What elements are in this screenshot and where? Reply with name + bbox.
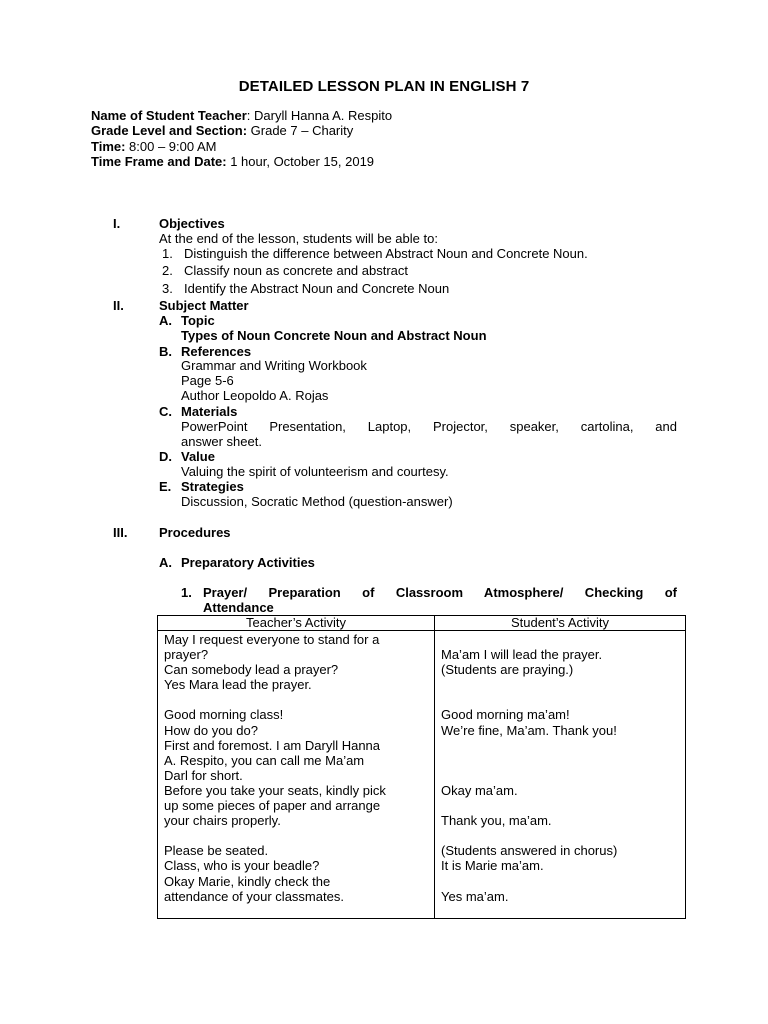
reference-line: Page 5-6 [181,373,234,388]
objectives-intro: At the end of the lesson, students will be able to: [159,231,438,246]
info-line-timeframe [91,154,392,169]
sub-label: D. [159,449,172,464]
teacher-activity-line: up some pieces of paper and arrange [164,798,381,814]
student-activity-cell [435,631,686,919]
teacher-activity-line: your chairs properly. [164,813,281,829]
teacher-activity-line: Can somebody lead a prayer? [164,662,339,678]
info-label: Grade Level and Section: [91,123,248,139]
teacher-activity-line: Good morning class! [164,707,284,723]
info-line-grade [91,123,392,138]
teacher-activity-line: A. Respito, you can call me Ma’am [164,752,365,768]
objective-number: 3. [162,281,173,296]
strategies-text: Discussion, Socratic Method (question-answer) [181,494,453,509]
info-label: Time: [91,138,126,154]
section-heading-procedures: Procedures [159,525,231,540]
section-numeral: II. [113,298,124,313]
info-label: Time Frame and Date: [91,153,227,169]
objective-number: 2. [162,263,173,278]
student-activity-line [441,738,679,753]
objective-item: Distinguish the difference between Abstract Noun and Concrete Noun. [184,246,588,261]
step-number: 1. [181,585,192,600]
student-activity-line [441,632,679,647]
teacher-activity-line: attendance of your classmates. [164,888,344,904]
teacher-activity-line: Before you take your seats, kindly pick [164,782,386,798]
sub-heading-topic: Topic [181,313,215,328]
info-value: Grade 7 – Charity [247,123,354,139]
teacher-info [91,108,392,169]
sub-heading-references: References [181,344,252,359]
teacher-activity-line: Okay Marie, kindly check the [164,873,331,889]
sub-label: B. [159,344,172,359]
teacher-activity-line: First and foremost. I am Daryll Hanna [164,737,381,753]
teacher-activity-line [164,828,428,843]
student-activity-line: Good morning ma’am! [441,707,570,723]
teacher-activity-line [164,692,428,707]
teacher-activity-line: Darl for short. [164,767,243,783]
student-activity-line: Yes ma’am. [441,888,509,904]
sub-label: C. [159,404,172,419]
reference-line: Author Leopoldo A. Rojas [181,388,329,403]
objective-number: 1. [162,246,173,261]
step-title-line: Prayer/ Preparation of Classroom Atmosphere/ Checking of [203,585,677,600]
student-activity-line: Okay ma’am. [441,782,518,798]
sub-heading-value: Value [181,449,215,464]
teacher-activity-header: Teacher’s Activity [158,616,435,631]
topic-text: Types of Noun Concrete Noun and Abstract Noun [181,328,487,343]
step-title-line: Attendance [203,600,274,615]
student-activity-line [441,677,679,692]
materials-line: answer sheet. [181,434,262,449]
student-activity-line: Thank you, ma’am. [441,813,552,829]
student-activity-line [441,692,679,707]
info-line-name [91,108,392,123]
student-activity-line [441,768,679,783]
student-activity-line: Ma’am I will lead the prayer. [441,647,603,663]
info-label: Name of Student Teacher [91,108,247,123]
sub-label: A. [159,313,172,328]
teacher-activity-line: How do you do? [164,722,258,738]
value-text: Valuing the spirit of volunteerism and courtesy. [181,464,449,479]
sub-heading-strategies: Strategies [181,479,244,494]
teacher-activity-line: Please be seated. [164,843,269,859]
teacher-activity-line: Class, who is your beadle? [164,858,320,874]
info-value: 8:00 – 9:00 AM [125,138,217,154]
section-numeral: III. [113,525,128,540]
document-title: DETAILED LESSON PLAN IN ENGLISH 7 [238,78,530,95]
teacher-activity-line: Yes Mara lead the prayer. [164,677,312,693]
info-value: Daryll Hanna A. Respito [250,108,393,123]
materials-line: PowerPoint Presentation, Laptop, Projector, speaker, cartolina, and [181,419,677,434]
teacher-activity-cell [158,631,435,919]
student-activity-line [441,874,679,889]
reference-line: Grammar and Writing Workbook [181,358,367,373]
sub-heading-preparatory-activities: Preparatory Activities [181,555,315,570]
student-activity-header: Student’s Activity [435,616,686,631]
teacher-activity-line: prayer? [164,647,209,663]
student-activity-line [441,828,679,843]
section-heading-subject-matter: Subject Matter [159,298,249,313]
info-sep: : [246,108,251,123]
student-activity-line: We’re fine, Ma’am. Thank you! [441,722,617,738]
student-activity-line [441,798,679,813]
info-line-time [91,139,392,154]
objective-item: Classify noun as concrete and abstract [184,263,409,278]
info-value: 1 hour, October 15, 2019 [226,153,375,169]
objective-item: Identify the Abstract Noun and Concrete Noun [184,281,450,296]
student-activity-line [441,753,679,768]
section-numeral: I. [113,216,121,231]
sub-label: E. [159,479,172,494]
student-activity-line: It is Marie ma’am. [441,858,544,874]
student-activity-line: (Students are praying.) [441,662,574,678]
activity-table [157,615,686,919]
teacher-activity-line: May I request everyone to stand for a [164,632,380,647]
sub-label: A. [159,555,172,570]
sub-heading-materials: Materials [181,404,238,419]
section-heading-objectives: Objectives [159,216,225,231]
student-activity-line: (Students answered in chorus) [441,843,618,859]
